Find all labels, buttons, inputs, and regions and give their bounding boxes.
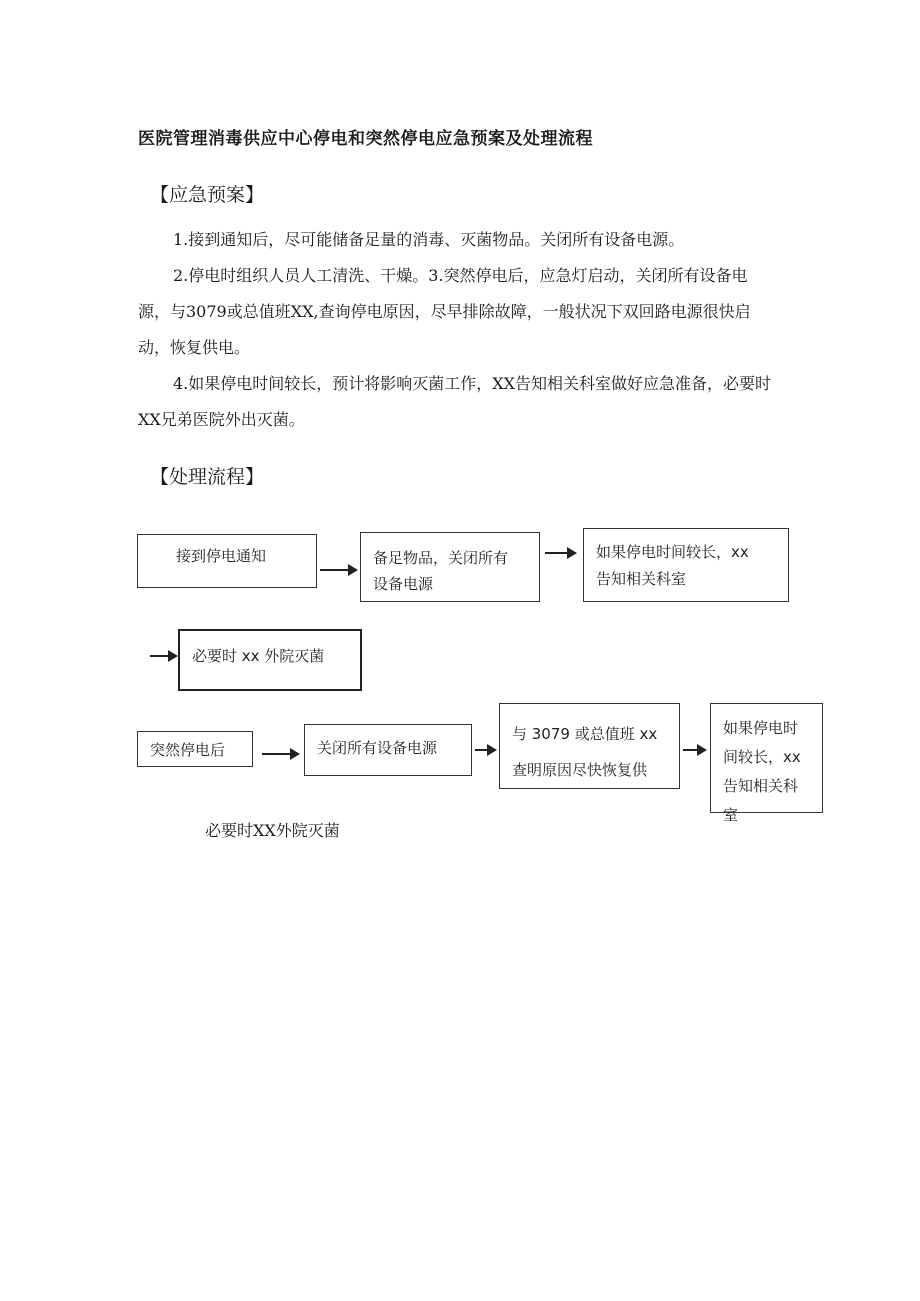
flow-box-long-outage — [583, 528, 789, 602]
flow-arrow-1 — [320, 564, 358, 576]
flow-box-contact-duty-line1: 与 3079 或总值班 xx — [512, 725, 658, 743]
flow-box-long-outage-notify-line3: 告知相关科 — [723, 777, 799, 795]
flow-box-contact-duty — [499, 703, 680, 789]
flow-box-prepare-items — [360, 532, 540, 602]
footer-external-sterilize-text: 必要时XX外院灭菌 — [205, 821, 340, 840]
plan-paragraph-3-text: 4.如果停电时间较长，预计将影响灭菌工作，XX告知相关科室做好应急准备，必要时XX兄弟医院外出灭菌。 — [138, 374, 772, 429]
flow-box-prepare-items-line2: 设备电源 — [373, 575, 434, 593]
flow-box-shutdown-equipment-text: 关闭所有设备电源 — [317, 739, 438, 757]
flow-box-long-outage-notify-line4: 室 — [723, 806, 739, 824]
flow-box-long-outage-notify-line2: 间较长，xx — [723, 748, 801, 766]
flow-box-receive-notice — [137, 534, 317, 588]
flow-box-external-sterilize — [178, 629, 362, 691]
flow-arrow-3 — [150, 650, 178, 662]
plan-paragraph-1 — [138, 222, 778, 258]
flow-box-long-outage-notify — [710, 703, 823, 824]
plan-paragraph-2-text: 2.停电时组织人员人工清洗、干燥。3.突然停电后，应急灯启动，关闭所有设备电源，与3079或总值班XX,查询停电原因，尽早排除故障，一般状况下双回路电源很快启动，恢复供电。 — [138, 266, 751, 357]
flow-box-sudden-outage-text: 突然停电后 — [150, 741, 226, 759]
flow-arrow-4 — [262, 748, 300, 760]
plan-paragraph-3 — [138, 366, 778, 438]
document-title: 医院管理消毒供应中心停电和突然停电应急预案及处理流程 — [138, 129, 593, 149]
flow-arrow-6 — [683, 744, 707, 756]
flow-box-long-outage-line1: 如果停电时间较长，xx — [596, 543, 749, 561]
section-heading-plan: 【应急预案】 — [150, 184, 265, 206]
flow-box-sudden-outage — [137, 731, 253, 767]
flow-arrow-5 — [475, 744, 497, 756]
section-heading-process: 【处理流程】 — [150, 466, 265, 488]
flow-box-shutdown-equipment — [304, 724, 472, 776]
flow-box-external-sterilize-text: 必要时 xx 外院灭菌 — [192, 647, 325, 665]
flow-box-long-outage-notify-line1: 如果停电时 — [723, 719, 799, 737]
flow-box-prepare-items-line1: 备足物品，关闭所有 — [373, 549, 509, 567]
plan-paragraph-2 — [138, 258, 778, 366]
flow-box-contact-duty-line2: 查明原因尽快恢复供 — [512, 761, 648, 779]
flow-box-receive-notice-text: 接到停电通知 — [176, 547, 267, 565]
plan-paragraph-1-text: 1.接到通知后，尽可能储备足量的消毒、灭菌物品。关闭所有设备电源。 — [173, 230, 685, 249]
flow-arrow-2 — [545, 547, 577, 559]
flow-box-long-outage-line2: 告知相关科室 — [596, 570, 687, 588]
